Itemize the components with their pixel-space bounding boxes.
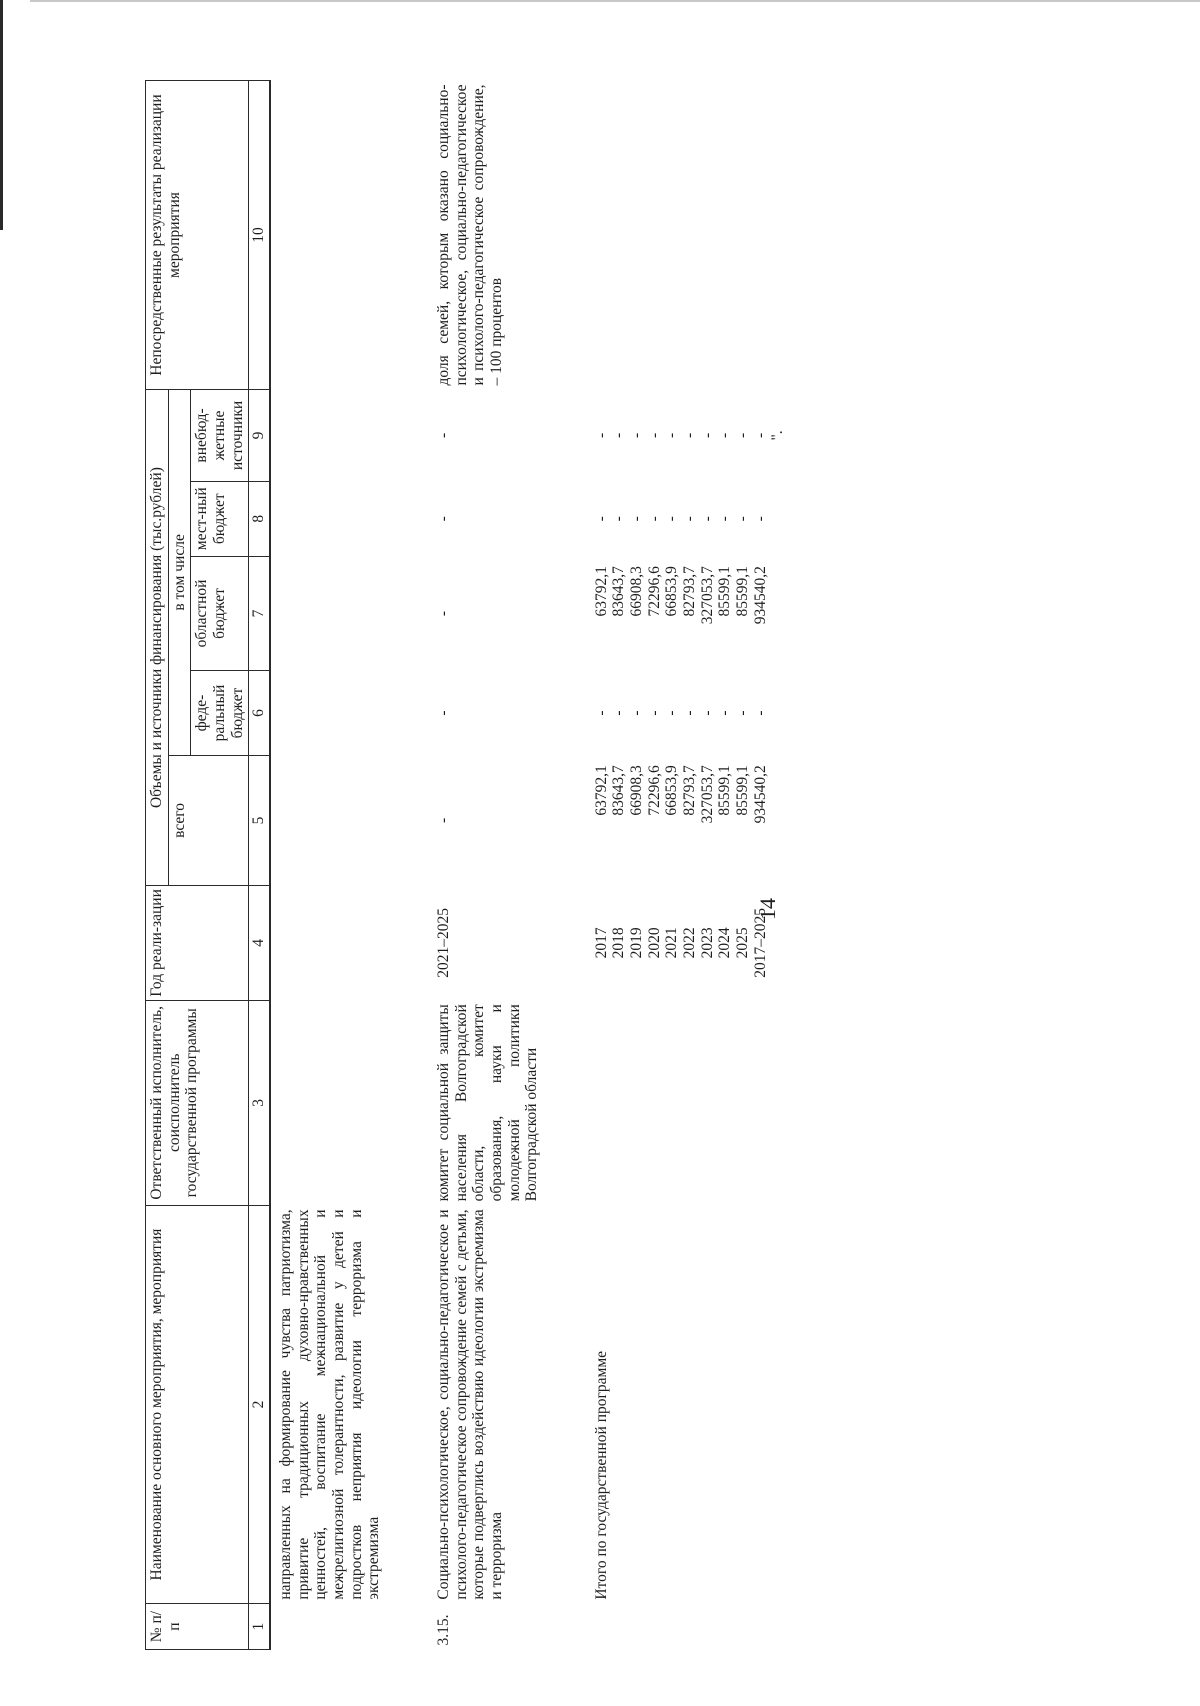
header-including: в том числе	[168, 390, 191, 756]
row-result: доля семей, которым оказано социально-психологическое, социально-педагогическое и психолого-педагогическое сопровождение, – 100 процентов	[434, 84, 505, 386]
row-local: -	[434, 516, 452, 522]
total-cell: 83643,7	[610, 765, 628, 816]
row-extra: -	[434, 432, 452, 439]
total-extra	[587, 390, 793, 482]
row-regional: -	[434, 610, 452, 617]
federal-cell: -	[645, 710, 663, 716]
local-cell: -	[628, 516, 646, 522]
total-cell: 63792,1	[592, 765, 610, 816]
year-cell: 2023	[698, 927, 716, 959]
total-cell: 66853,9	[663, 765, 681, 816]
table-row-total	[587, 81, 793, 1650]
federal-cell: -	[734, 710, 752, 716]
local-cell: -	[610, 516, 628, 522]
federal-cell: -	[698, 710, 716, 716]
header-financing: Объемы и источники финансирования (тыс.рублей)	[146, 390, 169, 886]
total-federal	[587, 671, 793, 755]
header-name: Наименование основного мероприятия, мероприятия	[146, 1205, 249, 1603]
total-cell: 82793,7	[681, 765, 699, 816]
total-cell: 66908,3	[628, 765, 646, 816]
column-number: 5	[249, 755, 270, 885]
extra-cell: -	[716, 432, 734, 439]
regional-cell: 66853,9	[663, 566, 681, 617]
column-number-row	[249, 81, 270, 1650]
local-cell: -	[592, 516, 610, 522]
local-cell: -	[681, 516, 699, 522]
header-year: Год реали-зации	[146, 886, 249, 1001]
extra-cell: -	[751, 432, 769, 439]
row-federal: -	[434, 710, 452, 716]
extra-cell: -	[698, 432, 716, 439]
header-extra: внебюд-жетные источники	[191, 390, 249, 482]
local-cell: -	[716, 516, 734, 522]
header-result: Непосредственные результаты реализации мероприятия	[146, 81, 249, 390]
total-cell: 85599,1	[734, 765, 752, 816]
federal-cell: -	[663, 710, 681, 716]
total-local	[587, 481, 793, 556]
regional-cell: 85599,1	[716, 566, 734, 617]
total-cell: 72296,6	[645, 765, 663, 816]
rotated-page	[95, 50, 1135, 1680]
extra-cell: -	[592, 432, 610, 439]
column-number: 2	[249, 1205, 270, 1603]
header-number: № п/п	[146, 1604, 249, 1650]
closing-mark: ".	[769, 430, 787, 441]
header-total: всего	[168, 755, 249, 885]
header-local: мест-ный бюджет	[191, 481, 249, 556]
local-cell: -	[645, 516, 663, 522]
header-executor: Ответственный исполнитель, соисполнитель государственной программы	[146, 1000, 249, 1205]
year-cell: 2025	[734, 927, 752, 959]
year-cell: 2019	[628, 927, 646, 959]
regional-cell: 934540,2	[751, 566, 769, 625]
column-number: 4	[249, 886, 270, 1001]
row-total: -	[434, 817, 452, 824]
total-years	[587, 886, 793, 1001]
financing-table	[145, 80, 793, 1650]
local-cell: -	[751, 516, 769, 522]
year-cell: 2017–2025	[751, 908, 769, 978]
total-cell: 934540,2	[751, 765, 769, 824]
header-federal: феде-ральный бюджет	[191, 671, 249, 755]
extra-cell: -	[628, 432, 646, 439]
regional-cell: 72296,6	[645, 566, 663, 617]
total-cell: 85599,1	[716, 765, 734, 816]
column-number: 9	[249, 390, 270, 482]
column-number: 6	[249, 671, 270, 755]
year-cell: 2024	[716, 927, 734, 959]
row-executor: комитет социальной защиты населения Волгоградской области, комитет образования, науки и молодежной политики Волгоградской области	[434, 1004, 541, 1202]
column-number: 3	[249, 1000, 270, 1205]
local-cell: -	[698, 516, 716, 522]
total-regional	[587, 556, 793, 671]
local-cell: -	[734, 516, 752, 522]
scan-top-edge	[30, 0, 1200, 2]
total-cell: 327053,7	[698, 765, 716, 824]
extra-cell: -	[645, 432, 663, 439]
year-cell: 2020	[645, 927, 663, 959]
extra-cell: -	[663, 432, 681, 439]
header-regional: областной бюджет	[191, 556, 249, 671]
federal-cell: -	[628, 710, 646, 716]
extra-cell: -	[610, 432, 628, 439]
regional-cell: 63792,1	[592, 566, 610, 617]
federal-cell: -	[610, 710, 628, 716]
regional-cell: 82793,7	[681, 566, 699, 617]
federal-cell: -	[592, 710, 610, 716]
regional-cell: 85599,1	[734, 566, 752, 617]
federal-cell: -	[716, 710, 734, 716]
column-number: 8	[249, 481, 270, 556]
year-cell: 2017	[592, 927, 610, 959]
total-label: Итого по государственной программе	[592, 1350, 610, 1600]
regional-cell: 83643,7	[610, 566, 628, 617]
row-name: Социально-психологическое, социально-педагогическое и психолого-педагогическое сопровождение семей с детьми, которые подверглись воздействию идеологии экстремизма и терроризма	[434, 1209, 505, 1600]
column-number: 1	[249, 1604, 270, 1650]
column-number: 10	[249, 81, 270, 390]
table-row-continued	[270, 81, 389, 1650]
year-cell: 2021	[663, 927, 681, 959]
year-cell: 2018	[610, 927, 628, 959]
federal-cell: -	[751, 710, 769, 716]
regional-cell: 66908,3	[628, 566, 646, 617]
total-amounts	[587, 755, 793, 885]
table-row-3-15	[429, 81, 547, 1650]
local-cell: -	[663, 516, 681, 522]
column-number: 7	[249, 556, 270, 671]
extra-cell: -	[681, 432, 699, 439]
federal-cell: -	[681, 710, 699, 716]
regional-cell: 327053,7	[698, 566, 716, 625]
scan-left-edge	[0, 0, 3, 230]
continued-name: направленных на формирование чувства патриотизма, привитие традиционных духовно-нравственных ценностей, воспитание межнациональной и межрелигиозной толерантности, развитие у детей и подростков неприятия идеологии терроризма и экстремизма	[276, 1209, 383, 1600]
year-cell: 2022	[681, 927, 699, 959]
extra-list	[593, 394, 770, 478]
row-year: 2021–2025	[434, 908, 452, 978]
row-number: 3.15.	[434, 1614, 452, 1646]
page-number: 14	[755, 898, 780, 920]
extra-cell: -	[734, 432, 752, 439]
